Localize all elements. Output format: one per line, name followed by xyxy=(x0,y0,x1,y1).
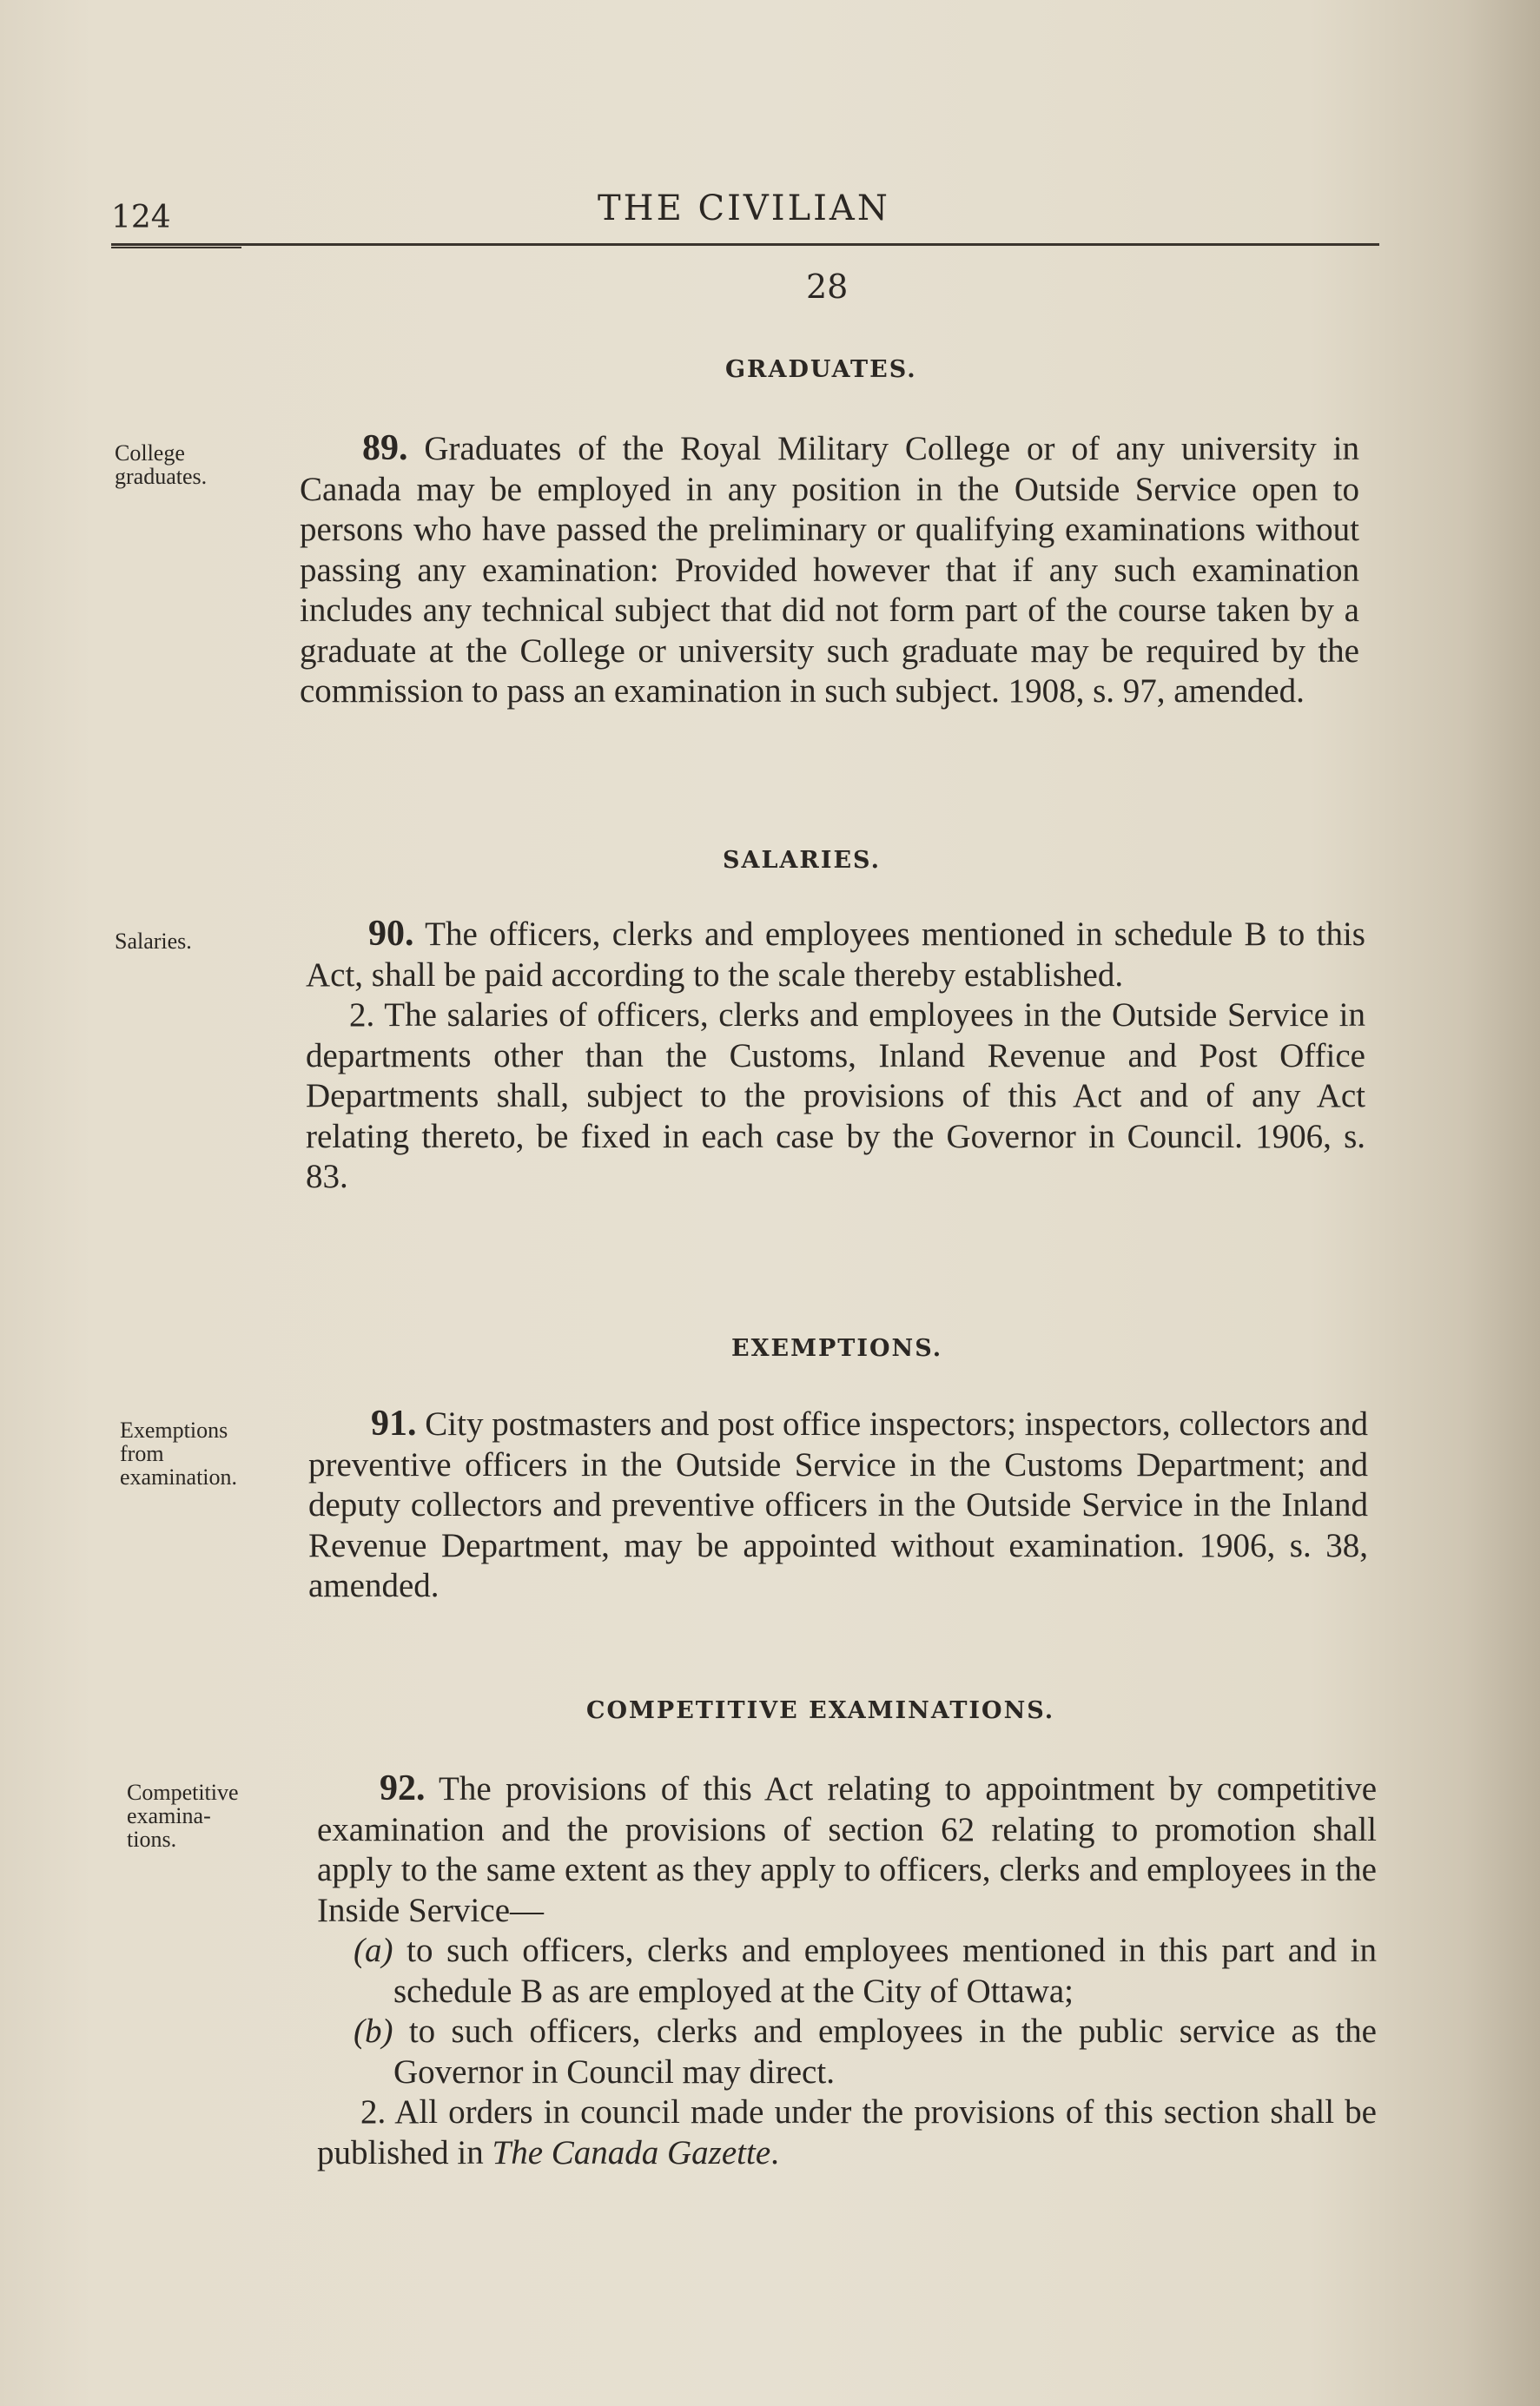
heading-salaries: SALARIES. xyxy=(723,847,881,874)
heading-competitive-examinations: COMPETITIVE EXAMINATIONS. xyxy=(586,1697,1055,1724)
signature-number: 28 xyxy=(806,268,849,306)
heading-graduates: GRADUATES. xyxy=(725,356,917,383)
section-number: 89. xyxy=(362,428,408,468)
margin-note-salaries: Salaries. xyxy=(115,929,192,954)
section-number: 92. xyxy=(380,1768,426,1808)
section-92 xyxy=(317,1768,1377,2173)
section-paragraph-2: 2. All orders in council made under the provisions of this section shall be published in The Canada Gazette. xyxy=(317,2093,1377,2171)
section-91 xyxy=(308,1404,1368,1607)
header-rule xyxy=(111,243,1379,246)
list-item-a: (a) to such officers, clerks and employees mentioned in this part and in schedule B as are employed at the City of Ottawa; xyxy=(354,1932,1377,2010)
margin-note-competitive-examinations: Competitive examina- tions. xyxy=(127,1780,239,1852)
page-number: 124 xyxy=(111,200,171,235)
section-text: The provisions of this Act relating to appointment by competitive examination and the provisions of section 62 relating to promotion shall apply to the same extent as they apply to officers, clerks and employees in the Inside Service— xyxy=(317,1770,1377,1929)
section-number: 91. xyxy=(371,1404,417,1444)
page-header xyxy=(111,184,1379,236)
section-text: Graduates of the Royal Military College or of any university in Canada may be employed in any position in the Outside Service open to persons who have passed the preliminary or qualifying examinations without passing any examination: Provided however that if any such examination includes any technical subject that did not form part of the course taken by a graduate at the College or university such graduate may be required by the commission to pass an examination in such subject. 1908, s. 97, amended. xyxy=(300,430,1359,710)
list-item-b: (b) to such officers, clerks and employees in the public service as the Governor in Council may direct. xyxy=(354,2013,1377,2091)
heading-exemptions: EXEMPTIONS. xyxy=(731,1335,943,1362)
section-text: City postmasters and post office inspectors; inspectors, collectors and preventive officers in the Outside Service in the Customs Department; and deputy collectors and preventive officers in the Outside Service in the Inland Revenue Department, may be appointed without examination. 1906, s. 38, amended. xyxy=(308,1405,1368,1604)
margin-note-college-graduates: College graduates. xyxy=(115,440,208,489)
publication-title: The Canada Gazette xyxy=(492,2133,771,2171)
header-rule-short xyxy=(111,247,241,248)
running-title: THE CIVILIAN xyxy=(598,188,890,228)
section-paragraph-2: 2. The salaries of officers, clerks and employees in the Outside Service in departments other than the Customs, Inland Revenue and Post Office Departments shall, subject to the provisions of this Act and of any Act relating thereto, be fixed in each case by the Governor in Council. 1906, s. 83. xyxy=(306,996,1365,1195)
section-90 xyxy=(306,914,1365,1198)
margin-note-exemptions: Exemptions from examination. xyxy=(120,1418,238,1490)
section-89 xyxy=(300,428,1359,712)
section-text: The officers, clerks and employees mentioned in schedule B to this Act, shall be paid according to the scale thereby established. xyxy=(306,915,1365,994)
section-number: 90. xyxy=(368,914,414,954)
